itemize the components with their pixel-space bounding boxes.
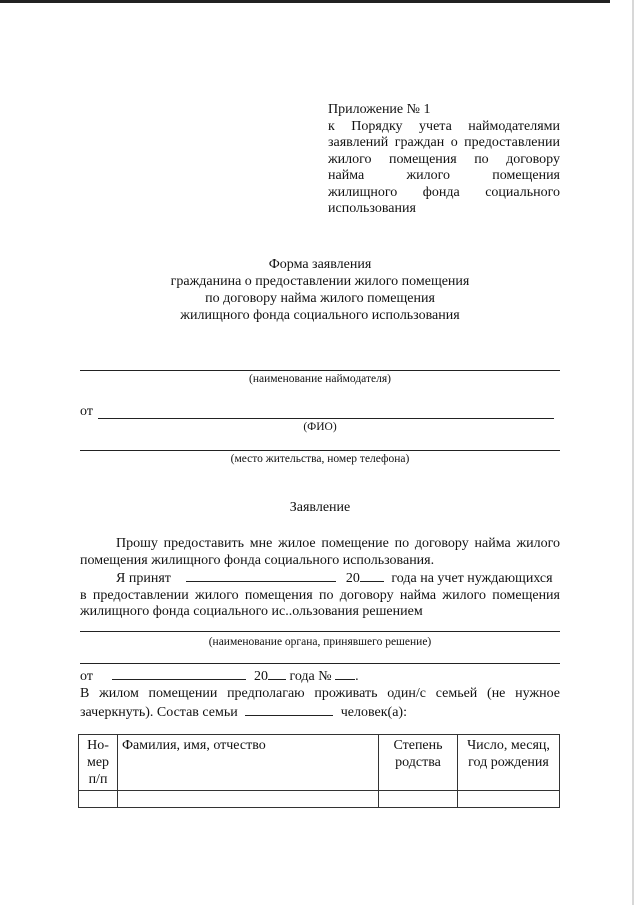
form-title-line: гражданина о предоставлении жилого помещения [170,274,470,289]
paragraph-line: помещения жилищного фонда социального использования. [80,552,435,568]
paragraph-line: Прошу предоставить мне жилое помещение по договору найма жилого [116,536,560,551]
decision-date-field[interactable] [112,667,246,680]
registration-line [80,569,560,588]
fio-caption: (ФИО) [303,421,337,433]
date-end: . [355,669,359,684]
family-count-field[interactable] [245,703,333,716]
organ-name-field-2[interactable] [80,663,560,664]
residence-field[interactable] [80,450,560,451]
header-name: Фамилия, имя, отчество [118,735,379,791]
decision-year-field[interactable] [268,667,286,680]
from-label: от [80,404,93,419]
accepted-label: Я принят [116,571,171,586]
statement-paragraph-3 [80,686,560,721]
appendix-line: жилищного фонда социального [328,184,560,200]
form-title-line: жилищного фонда социального использования [180,308,460,323]
scan-top-edge [0,0,610,3]
header-relation: Степень родства [379,735,458,791]
appendix-line: заявлений граждан о предоставлении [328,135,560,150]
date-year-suffix: года № [289,669,332,684]
date-year-prefix: 20 [253,669,268,684]
appendix-block [328,102,560,218]
table-cell[interactable] [458,791,560,808]
family-suffix: человек(а): [340,704,407,720]
date-from-label: от [80,669,93,684]
landlord-caption: (наименование наймодателя) [249,373,391,385]
table-cell[interactable] [379,791,458,808]
paragraph-line: В жилом помещении предполагаю проживать один/с семьей (не нужное [80,686,560,701]
family-table [78,734,560,808]
header-number: Но- мер п/п [79,735,118,791]
registration-date-field[interactable] [186,569,336,582]
fio-field[interactable] [98,418,554,419]
appendix-line: использования [328,201,416,216]
year-prefix: 20 [345,571,360,586]
statement-paragraph-1 [80,536,560,569]
appendix-line: Приложение № 1 [328,102,431,117]
family-label: зачеркнуть). Состав семьи [80,704,238,720]
decision-number-field[interactable] [335,667,355,680]
form-title [80,256,560,324]
decision-date-line [80,667,560,686]
table-cell[interactable] [79,791,118,808]
form-title-line: по договору найма жилого помещения [205,291,435,306]
organ-caption: (наименование органа, принявшего решение) [208,636,432,648]
appendix-line: найма жилого помещения [328,168,560,183]
paragraph-line: жилищного фонда социального ис..ользования решением [80,604,423,619]
registration-year-field[interactable] [360,569,384,582]
appendix-line: жилого помещения по договору [328,151,560,167]
table-header-row [79,735,560,791]
form-title-line: Форма заявления [268,257,372,272]
statement-title: Заявление [289,500,351,515]
residence-caption: (место жительства, номер телефона) [230,453,410,465]
paragraph-line: в предоставлении жилого помещения по договору найма жилого помещения [80,587,560,603]
table-cell[interactable] [118,791,379,808]
appendix-line: к Порядку учета наймодателями [328,118,560,134]
organ-name-field[interactable] [80,631,560,632]
header-birthdate: Число, месяц, год рождения [458,735,560,791]
landlord-name-field[interactable] [80,370,560,371]
registration-suffix: года на учет нуждающихся [391,571,553,586]
scan-right-edge [632,0,634,905]
statement-paragraph-2 [80,569,560,621]
table-row[interactable] [79,791,560,808]
